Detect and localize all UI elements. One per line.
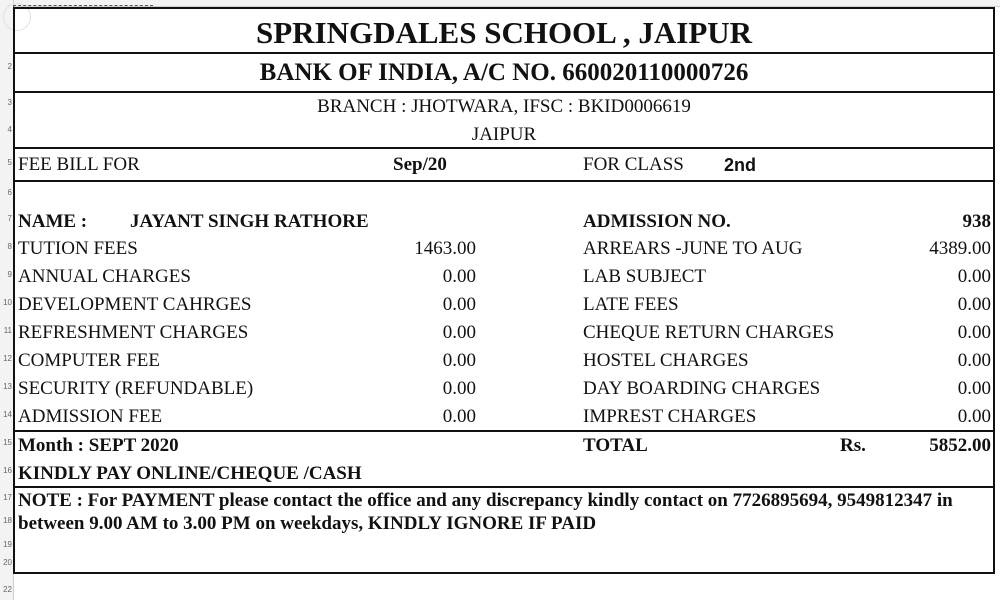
class-value: 2nd	[724, 155, 757, 175]
student-name: JAYANT SINGH RATHORE	[130, 211, 369, 232]
row-number[interactable]: 11	[3, 326, 12, 335]
fee-item-label: COMPUTER FEE	[18, 350, 160, 371]
fee-item-amount: 4389.00	[929, 238, 991, 259]
fee-item-label: HOSTEL CHARGES	[583, 350, 749, 371]
school-title: SPRINGDALES SCHOOL , JAIPUR	[255, 15, 753, 50]
row-number[interactable]: 13	[3, 382, 12, 391]
fee-item-amount: 0.00	[957, 378, 991, 399]
copy-marquee-top	[13, 5, 153, 6]
fee-item-label: ANNUAL CHARGES	[18, 266, 191, 287]
row-number[interactable]: 16	[3, 466, 12, 475]
fee-item-label: LAB SUBJECT	[583, 266, 706, 287]
row-number[interactable]: 14	[3, 410, 12, 419]
row-number[interactable]: 22	[3, 585, 12, 594]
row-number[interactable]: 8	[7, 242, 12, 251]
name-label: NAME :	[18, 211, 88, 232]
fee-item-label: SECURITY (REFUNDABLE)	[18, 378, 254, 399]
row-number[interactable]: 10	[3, 298, 12, 307]
row-number[interactable]: 2	[7, 62, 12, 71]
branch-ifsc: BRANCH : JHOTWARA, IFSC : BKID0006619	[317, 96, 691, 117]
row-number[interactable]: 7	[7, 214, 12, 223]
row-number[interactable]: 19	[3, 540, 12, 549]
row-number[interactable]: 9	[7, 270, 12, 279]
admission-number: 938	[962, 211, 991, 232]
fee-item-amount: 0.00	[957, 406, 991, 427]
fee-item-label: TUTION FEES	[18, 238, 138, 259]
fee-item-amount: 0.00	[442, 378, 476, 399]
fee-item-label: ADMISSION FEE	[18, 406, 163, 427]
billing-month: Month : SEPT 2020	[18, 435, 179, 456]
fee-bill-period: Sep/20	[393, 154, 447, 175]
fee-item-label: REFRESHMENT CHARGES	[18, 322, 249, 343]
row-number[interactable]: 6	[7, 188, 12, 197]
divider	[15, 52, 993, 54]
branch-city: JAIPUR	[471, 124, 537, 145]
fee-item-amount: 1463.00	[414, 238, 476, 259]
divider	[15, 180, 993, 182]
row-number[interactable]: 20	[3, 558, 12, 567]
fee-item-amount: 0.00	[442, 294, 476, 315]
row-number[interactable]: 17	[3, 493, 12, 502]
fee-item-label: CHEQUE RETURN CHARGES	[583, 322, 835, 343]
fee-item-label: LATE FEES	[583, 294, 679, 315]
fee-item-amount: 0.00	[957, 294, 991, 315]
fee-bill-sheet	[13, 7, 995, 574]
contact-note: NOTE : For PAYMENT please contact the office and any discrepancy kindly contact on 7726895694, 9549812347 in between 9.00 AM to 3.00 PM on weekdays, KINDLY IGNORE IF PAID	[18, 490, 953, 534]
divider	[15, 486, 993, 488]
fee-item-amount: 0.00	[442, 406, 476, 427]
fee-item-label: DAY BOARDING CHARGES	[583, 378, 821, 399]
fee-item-label: DEVELOPMENT CAHRGES	[18, 294, 252, 315]
admission-label: ADMISSION NO.	[583, 211, 731, 232]
fee-item-amount: 0.00	[442, 350, 476, 371]
fee-item-amount: 0.00	[957, 322, 991, 343]
total-amount: 5852.00	[929, 435, 991, 456]
row-number[interactable]: 12	[3, 354, 12, 363]
fee-bill-label: FEE BILL FOR	[18, 154, 140, 175]
fee-item-amount: 0.00	[957, 350, 991, 371]
divider	[15, 430, 993, 432]
row-number[interactable]: 5	[7, 158, 12, 167]
divider	[15, 147, 993, 149]
currency-label: Rs.	[840, 435, 866, 456]
fee-item-amount: 0.00	[957, 266, 991, 287]
total-label: TOTAL	[583, 435, 648, 456]
row-number[interactable]: 18	[3, 516, 12, 525]
divider	[15, 91, 993, 93]
row-number[interactable]: 15	[3, 438, 12, 447]
row-header-bar	[0, 0, 14, 600]
class-label: FOR CLASS	[583, 154, 684, 175]
fee-item-amount: 0.00	[442, 322, 476, 343]
fee-item-label: IMPREST CHARGES	[583, 406, 757, 427]
row-number[interactable]: 4	[7, 125, 12, 134]
row-number[interactable]: 3	[7, 98, 12, 107]
payment-methods-note: KINDLY PAY ONLINE/CHEQUE /CASH	[18, 463, 362, 484]
fee-item-amount: 0.00	[442, 266, 476, 287]
bank-account: BANK OF INDIA, A/C NO. 660020110000726	[259, 59, 749, 86]
fee-item-label: ARREARS -JUNE TO AUG	[583, 238, 803, 259]
column-header-bar	[13, 0, 1000, 7]
